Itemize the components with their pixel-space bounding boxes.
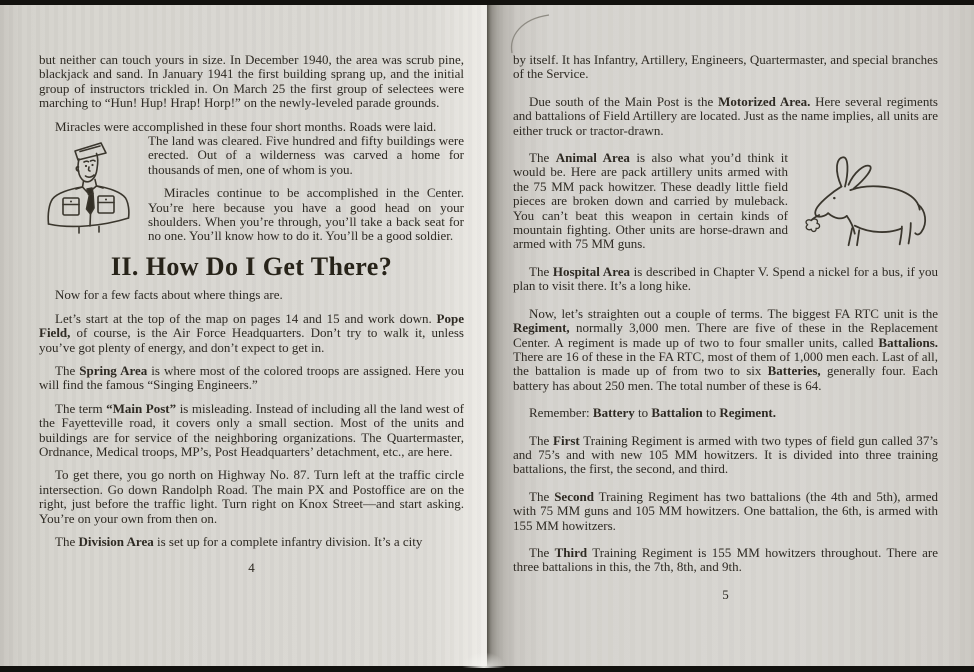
paragraph-continuation-right: by itself. It has Infantry, Artillery, Engineers, Quartermaster, and special branches of the Service. <box>513 52 938 82</box>
paragraph-third-regiment: The Third Training Regiment is 155 MM howitzers throughout. There are three battalions in this, the 7th, 8th, and 9th. <box>513 544 938 575</box>
paragraph-second-regiment: The Second Training Regiment has two battalions (the 4th and 5th), armed with 75 MM guns and 105 MM howitzers. One battalion, the 6th, is armed with 155 MM howitzers. <box>513 488 938 533</box>
pencil-arc-mark <box>503 7 565 55</box>
page-left <box>0 5 487 666</box>
paragraph-miracles-line1: Miracles were accomplished in these four short months. Roads were laid. <box>55 118 437 134</box>
paragraph-miracles-2: Miracles continue to be accomplished in the Center. You’re here because you have a good head on your shoulders. When you’re through, you’ll take a back seat for no one. You’ll know how to do it. You’ll be a good soldier. <box>148 185 464 244</box>
paragraph-terms: Now, let’s straighten out a couple of terms. The biggest FA RTC unit is the Regiment, normally 3,000 men. There are five of these in the Replacement Center. A regiment is made up of two to four smaller units, called Battalions. There are 16 of these in the FA RTC, most of them of 1,000 men each. Last of all, the battalion is made up of from two to six Batteries, generally four. Each battery has about 250 men. The total number of these is 64. <box>513 305 938 393</box>
page-right <box>487 5 974 666</box>
paragraph-main-post: The term “Main Post” is misleading. Instead of including all the land west of the Fayetteville road, it covers only a small section. Most of the units and buildings are for service of the neighboring organizations. The Quartermaster, Ordnance, Medical troops, MP’s, Post Headquarters’ detachment, etc., are here. <box>39 400 464 459</box>
paragraph-first-regiment: The First Training Regiment is armed with two types of field gun called 37’s and 75’s and with new 105 MM howitzers. It is divided into three training battalions, the first, the second, and third. <box>513 432 938 477</box>
paragraph-now: Now for a few facts about where things are. <box>55 287 283 303</box>
paragraph-pope-field: Let’s start at the top of the map on pages 14 and 15 and work down. Pope Field, of course, is the Air Force Headquarters. Don’t try to walk it, unless you’ve got plenty of energy, and don’t expect to get in. <box>39 310 464 355</box>
paragraph-animal-area <box>513 151 938 252</box>
paragraph-remember: Remember: Battery to Battalion to Regiment. <box>529 405 777 421</box>
paragraph-miracles-wrapped-text: The land was cleared. Five hundred and fifty buildings were erected. Out of a wilderness was carved a home for thousands of men, one of whom is you. <box>148 133 464 177</box>
paragraph-motorized-area: Due south of the Main Post is the Motorized Area. Here several regiments and battalions of Field Artillery are located. Just as the name implies, all units are either truck or tractor-drawn. <box>513 93 938 138</box>
paragraph-division-area: The Division Area is set up for a complete infantry division. It’s a city <box>55 533 423 549</box>
paragraph-animal-area-text: The Animal Area is also what you’d think it would be. Here are pack artillery units armed with the 75 MM pack howitzer. These deadly little field pieces are broken down and carried by muleback. You can’t beat this weapon in certain kinds of mountain fighting. Other units are horse-drawn and armed with 75 MM guns. <box>513 150 788 252</box>
paragraph-hospital-area: The Hospital Area is described in Chapter V. Spend a nickel for a bus, if you plan to visit there. It’s a long hike. <box>513 263 938 294</box>
mule-cartoon-drawing <box>800 151 938 247</box>
page-number-right: 5 <box>722 586 729 602</box>
paragraph-spring-area: The Spring Area is where most of the colored troops are assigned. Here you will find the famous “Singing Engineers.” <box>39 362 464 393</box>
section-heading: II. How Do I Get There? <box>110 251 393 281</box>
paragraph-directions: To get there, you go north on Highway No. 87. Turn left at the traffic circle intersection. Go down Randolph Road. The main PX and Postoffice are on the right, just before the traffic light. Turn right on Knox Street—and start asking. You’re on your own from then on. <box>39 467 464 526</box>
page-number-left: 4 <box>248 560 255 576</box>
page-left-text-column <box>39 53 464 576</box>
page-right-text-column <box>513 53 938 602</box>
paragraph-continuation: but neither can touch yours in size. In December 1940, the area was scrub pine, blackjack and sand. In January 1941 the first building sprang up, and the initial group of instructors trickled in. On March 25 the first group of selectees were marching to “Hun! Hup! Hrap! Horp!” on the newly-leveled parade grounds. <box>39 52 464 111</box>
paragraph-miracles-body <box>39 134 464 177</box>
soldier-cartoon-drawing <box>41 136 135 236</box>
